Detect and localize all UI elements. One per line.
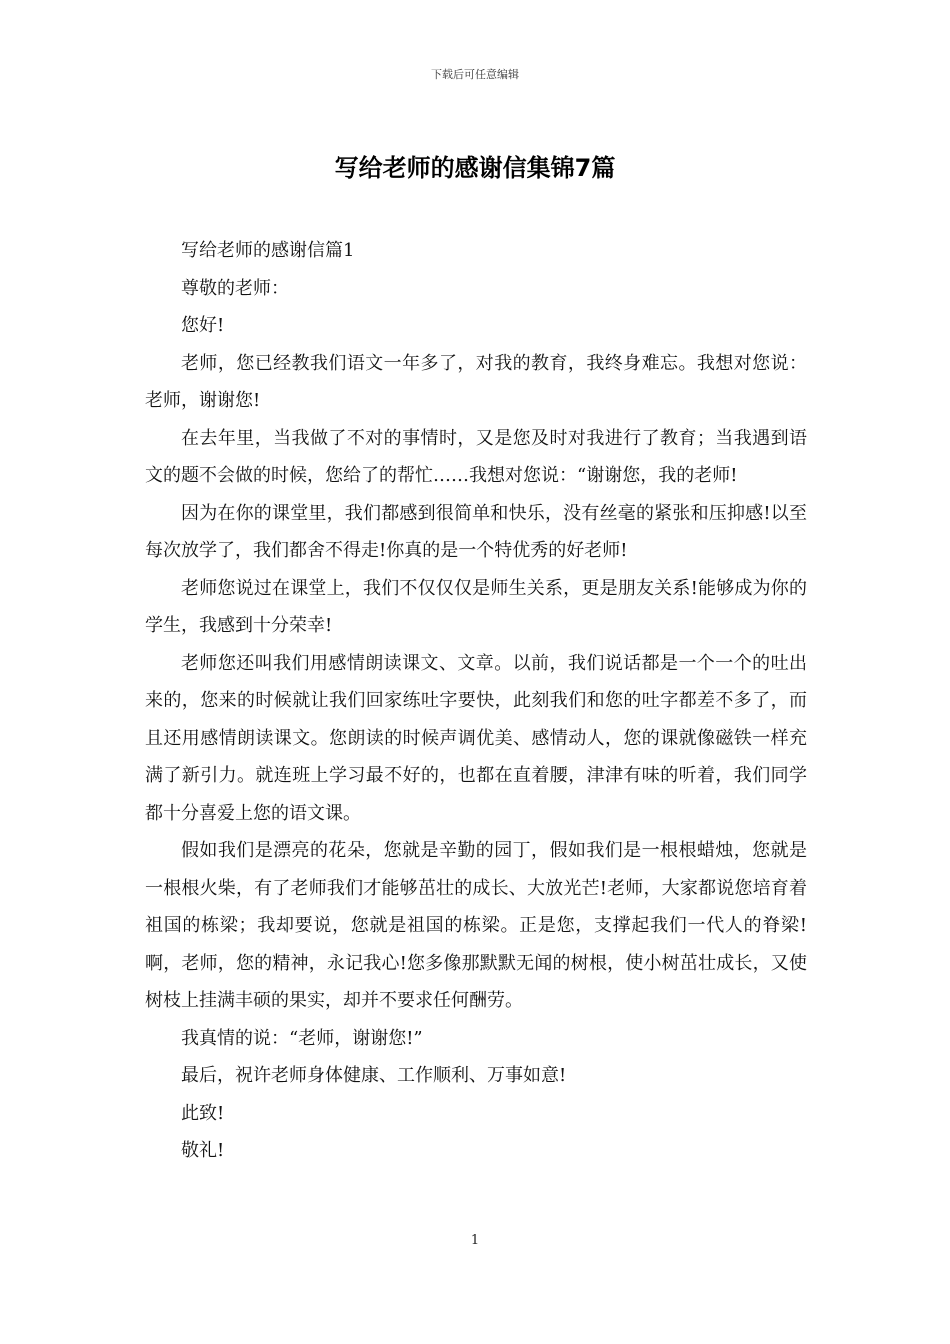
document-title: 写给老师的感谢信集锦7篇 bbox=[334, 154, 616, 182]
body-paragraph: 我真情的说：“老师，谢谢您!” bbox=[181, 1027, 423, 1049]
closing-phrase: 此致! bbox=[181, 1102, 225, 1124]
body-paragraph: 老师您还叫我们用感情朗读课文、文章。以前，我们说话都是一个一个的吐出来的，您来的时候就让我们回家练吐字要快，此刻我们和您的吐字都差不多了，而且还用感情朗读课文。您朗读的时候声调优美、感情动人，您的课就像磁铁一样充满了新引力。就连班上学习最不好的，也都在直着腰，津津有味的听着，我们同学都十分喜爱上您的语文课。 bbox=[145, 652, 807, 824]
body-paragraph: 因为在你的课堂里，我们都感到很简单和快乐，没有丝毫的紧张和压抑感!以至每次放学了，我们都舍不得走!你真的是一个特优秀的好老师! bbox=[145, 502, 807, 561]
greeting: 您好! bbox=[181, 315, 225, 336]
body-paragraph: 假如我们是漂亮的花朵，您就是辛勤的园丁，假如我们是一根根蜡烛，您就是一根根火柴，有了老师我们才能够茁壮的成长、大放光芒!老师，大家都说您培育着祖国的栋梁；我却要说，您就是祖国的栋梁。正是您，支撑起我们一代人的脊梁!啊，老师，您的精神，永记我心!您多像那默默无闻的树根，使小树茁壮成长，又使树枝上挂满丰硕的果实，却并不要求任何酬劳。 bbox=[145, 840, 807, 1011]
body-paragraph: 老师您说过在课堂上，我们不仅仅仅是师生关系，更是朋友关系!能够成为你的学生，我感到十分荣幸! bbox=[145, 577, 807, 636]
closing-salute: 敬礼! bbox=[181, 1140, 225, 1161]
closing-wish: 最后，祝许老师身体健康、工作顺利、万事如意! bbox=[181, 1065, 567, 1086]
salutation: 尊敬的老师： bbox=[181, 277, 289, 299]
section-heading: 写给老师的感谢信篇1 bbox=[181, 240, 355, 261]
body-paragraph: 老师，您已经教我们语文一年多了，对我的教育，我终身难忘。我想对您说：老师，谢谢您! bbox=[145, 352, 807, 411]
document-body bbox=[145, 232, 807, 1170]
page-number: 1 bbox=[470, 1233, 480, 1248]
body-paragraph: 在去年里，当我做了不对的事情时，又是您及时对我进行了教育；当我遇到语文的题不会做的时候，您给了的帮忙……我想对您说：“谢谢您，我的老师! bbox=[145, 427, 807, 486]
page-header-note: 下载后可任意编辑 bbox=[431, 68, 519, 81]
